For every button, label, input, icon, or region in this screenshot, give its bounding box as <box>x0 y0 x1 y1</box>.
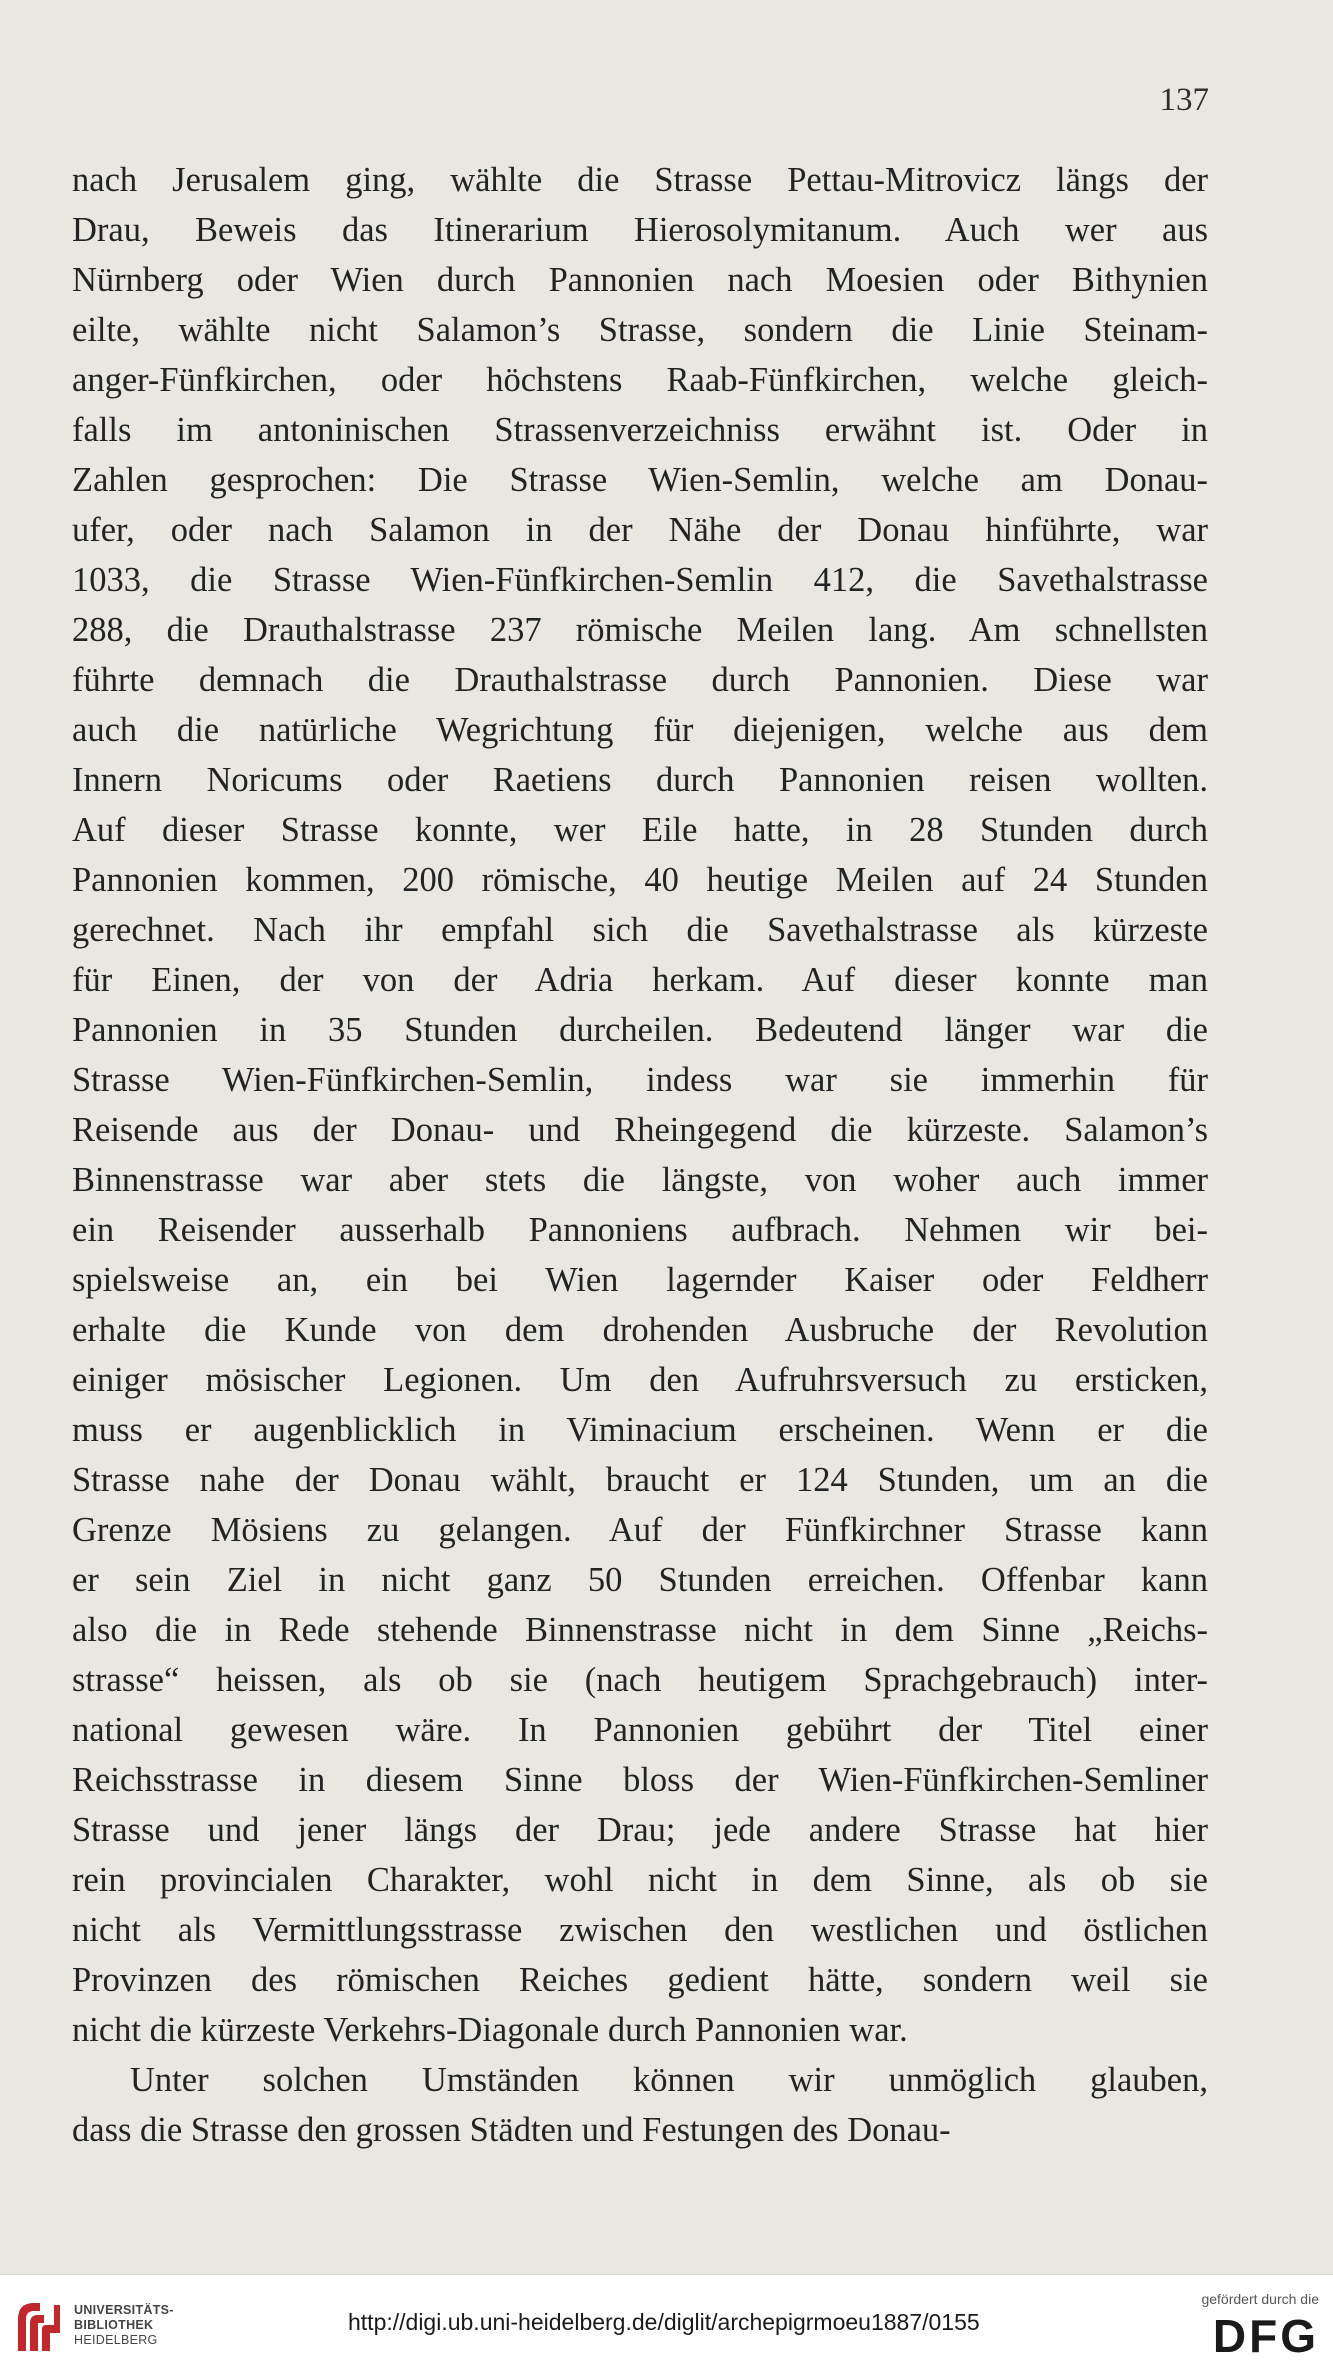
text-line: nicht als Vermittlungsstrasse zwischen den westlichen und östlichen <box>72 1911 1208 1949</box>
text-line: 288, die Drauthalstrasse 237 römische Meilen lang. Am schnellsten <box>72 611 1208 649</box>
text-line: falls im antoninischen Strassenverzeichniss erwähnt ist. Oder in <box>72 411 1208 449</box>
dfg-funding-notice[interactable] <box>1169 2291 1319 2362</box>
text-line: spielsweise an, ein bei Wien lagernder Kaiser oder Feldherr <box>72 1261 1208 1299</box>
body-text <box>72 155 1208 2155</box>
text-line: anger-Fünfkirchen, oder höchstens Raab-Fünfkirchen, welche gleich- <box>72 361 1208 399</box>
text-line: Drau, Beweis das Itinerarium Hierosolymitanum. Auch wer aus <box>72 211 1208 249</box>
text-line: führte demnach die Drauthalstrasse durch Pannonien. Diese war <box>72 661 1208 699</box>
text-line: Pannonien kommen, 200 römische, 40 heutige Meilen auf 24 Stunden <box>72 861 1208 899</box>
text-line: Innern Noricums oder Raetiens durch Pannonien reisen wollten. <box>72 761 1208 799</box>
page-number: 137 <box>1159 82 1209 118</box>
viewer-footer <box>0 2274 1333 2375</box>
text-line: auch die natürliche Wegrichtung für diejenigen, welche aus dem <box>72 711 1208 749</box>
university-library-logo[interactable] <box>14 2297 184 2357</box>
text-line: erhalte die Kunde von dem drohenden Ausbruche der Revolution <box>72 1311 1208 1349</box>
text-line: er sein Ziel in nicht ganz 50 Stunden erreichen. Offenbar kann <box>72 1561 1208 1599</box>
text-line: strasse“ heissen, als ob sie (nach heutigem Sprachgebrauch) inter- <box>72 1661 1208 1699</box>
funded-by-label: gefördert durch die <box>1201 2291 1319 2307</box>
text-line: nach Jerusalem ging, wählte die Strasse Pettau-Mitrovicz längs der <box>72 161 1208 199</box>
text-line: eilte, wählte nicht Salamon’s Strasse, sondern die Linie Steinam- <box>72 311 1208 349</box>
text-line: ufer, oder nach Salamon in der Nähe der Donau hinführte, war <box>72 511 1208 549</box>
library-name <box>74 2303 174 2348</box>
text-line: einiger mösischer Legionen. Um den Aufruhrsversuch zu ersticken, <box>72 1361 1208 1399</box>
text-line: Reisende aus der Donau- und Rheingegend die kürzeste. Salamon’s <box>72 1111 1208 1149</box>
text-line: gerechnet. Nach ihr empfahl sich die Savethalstrasse als kürzeste <box>72 911 1208 949</box>
text-line: Nürnberg oder Wien durch Pannonien nach Moesien oder Bithynien <box>72 261 1208 299</box>
library-name-line1: UNIVERSITÄTS- <box>74 2303 174 2317</box>
text-line: ein Reisender ausserhalb Pannoniens aufbrach. Nehmen wir bei- <box>72 1211 1208 1249</box>
library-name-line3: HEIDELBERG <box>74 2333 158 2347</box>
text-line: für Einen, der von der Adria herkam. Auf dieser konnte man <box>72 961 1208 999</box>
dfg-logo: DFG <box>1212 2310 1319 2362</box>
text-line: Pannonien in 35 Stunden durcheilen. Bedeutend länger war die <box>72 1011 1208 1049</box>
text-line: rein provincialen Charakter, wohl nicht in dem Sinne, als ob sie <box>72 1861 1208 1899</box>
text-line: nicht die kürzeste Verkehrs-Diagonale durch Pannonien war. <box>72 2011 908 2049</box>
text-line: also die in Rede stehende Binnenstrasse nicht in dem Sinne „Reichs- <box>72 1611 1208 1649</box>
text-line: Binnenstrasse war aber stets die längste, von woher auch immer <box>72 1161 1208 1199</box>
text-line: Reichsstrasse in diesem Sinne bloss der Wien-Fünfkirchen-Semliner <box>72 1761 1208 1799</box>
text-line: national gewesen wäre. In Pannonien gebührt der Titel einer <box>72 1711 1208 1749</box>
text-line: Strasse und jener längs der Drau; jede andere Strasse hat hier <box>72 1811 1208 1849</box>
text-line: Provinzen des römischen Reiches gedient hätte, sondern weil sie <box>72 1961 1208 1999</box>
library-mark-icon <box>14 2297 64 2355</box>
text-line: dass die Strasse den grossen Städten und Festungen des Donau- <box>72 2111 951 2149</box>
text-line: Grenze Mösiens zu gelangen. Auf der Fünfkirchner Strasse kann <box>72 1511 1208 1549</box>
text-line: Auf dieser Strasse konnte, wer Eile hatte, in 28 Stunden durch <box>72 811 1208 849</box>
text-line: Zahlen gesprochen: Die Strasse Wien-Semlin, welche am Donau- <box>72 461 1208 499</box>
library-name-line2: BIBLIOTHEK <box>74 2318 154 2332</box>
text-line: 1033, die Strasse Wien-Fünfkirchen-Semlin 412, die Savethalstrasse <box>72 561 1208 599</box>
text-line: Unter solchen Umständen können wir unmöglich glauben, <box>130 2061 1208 2099</box>
text-line: Strasse Wien-Fünfkirchen-Semlin, indess war sie immerhin für <box>72 1061 1208 1099</box>
text-line: Strasse nahe der Donau wählt, braucht er 124 Stunden, um an die <box>72 1461 1208 1499</box>
permalink-url[interactable]: http://digi.ub.uni-heidelberg.de/diglit/archepigrmoeu1887/0155 <box>348 2309 980 2335</box>
text-line: muss er augenblicklich in Viminacium erscheinen. Wenn er die <box>72 1411 1208 1449</box>
